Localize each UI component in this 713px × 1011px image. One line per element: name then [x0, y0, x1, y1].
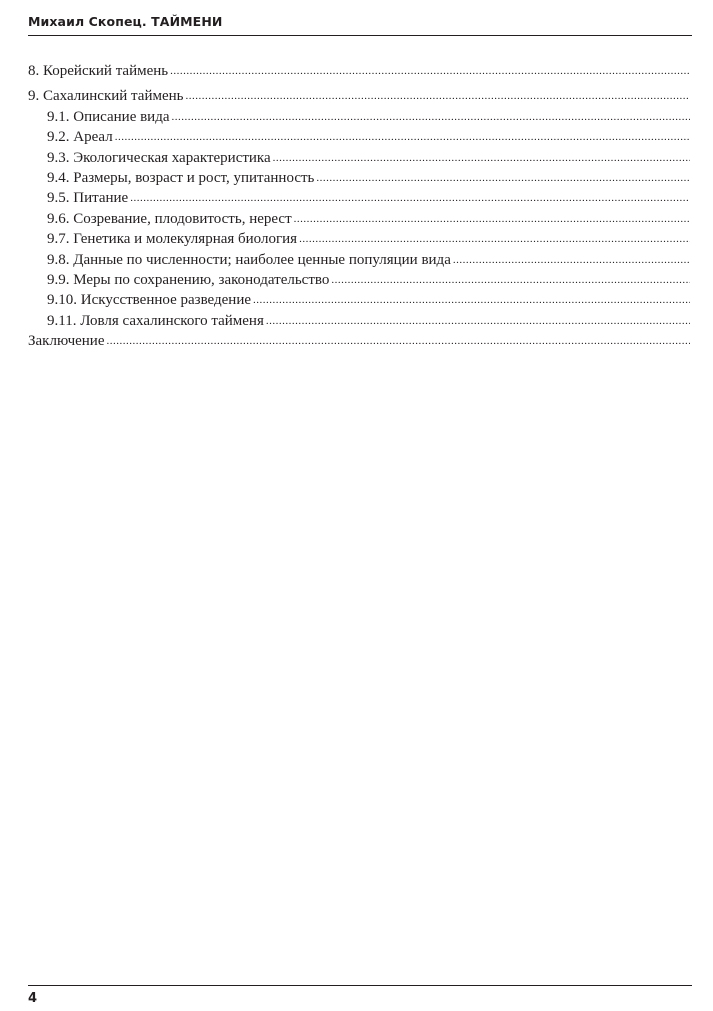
toc-entry-label: 9.11. Ловля сахалинского тайменя — [47, 312, 264, 329]
dot-leader — [253, 290, 690, 310]
toc-entry-label: 9.6. Созревание, плодовитость, нерест — [47, 210, 292, 227]
toc-entry-label: 9. Сахалинский таймень — [28, 88, 184, 105]
toc-entry-range[interactable] — [28, 127, 690, 147]
dot-leader — [107, 331, 691, 351]
toc-entry-label: 9.7. Генетика и молекулярная биология — [47, 231, 298, 248]
toc-entry-label: 8. Корейский таймень — [28, 63, 169, 79]
toc-entry-population-data[interactable] — [28, 250, 690, 270]
toc-entry-label: 9.10. Искусственное разведение — [47, 292, 252, 309]
dot-leader — [266, 311, 690, 331]
toc-entry-label: 9.1. Описание вида — [47, 108, 170, 125]
dot-leader — [172, 107, 691, 127]
toc-entry-label: 9.2. Ареал — [47, 129, 113, 146]
dot-leader — [331, 270, 690, 290]
toc-entry-conservation[interactable] — [28, 270, 690, 290]
toc-entry-label: 9.8. Данные по численности; наиболее ценные популяции вида — [47, 251, 451, 268]
dot-leader — [130, 188, 690, 208]
header-divider — [28, 35, 692, 36]
toc-entry-label: Заключение — [28, 333, 105, 350]
toc-entry-sakhalin-taimen[interactable] — [28, 86, 690, 106]
toc-entry-korean-taimen[interactable] — [28, 61, 690, 81]
toc-entry-size-age-growth[interactable] — [28, 168, 690, 188]
toc-entry-species-description[interactable] — [28, 107, 690, 127]
toc-entry-genetics[interactable] — [28, 229, 690, 249]
toc-entry-label: 9.4. Размеры, возраст и рост, упитанность — [47, 169, 315, 186]
toc-entry-maturation-spawning[interactable] — [28, 209, 690, 229]
dot-leader — [186, 86, 691, 106]
toc-entry-ecology[interactable] — [28, 148, 690, 168]
toc-entry-label: 9.3. Экологическая характеристика — [47, 149, 271, 166]
toc-entry-label: 9.9. Меры по сохранению, законодательство — [47, 271, 330, 288]
page-number: 4 — [28, 991, 38, 1006]
dot-leader — [299, 229, 690, 249]
toc-entry-label: 9.5. Питание — [47, 190, 129, 207]
toc-entry-sakhalin-taimen-fishing[interactable] — [28, 311, 690, 331]
toc-entry-feeding[interactable] — [28, 188, 690, 208]
footer-divider — [28, 985, 692, 986]
dot-leader — [453, 250, 690, 270]
dot-leader — [316, 168, 690, 188]
toc-entry-conclusion[interactable] — [28, 331, 690, 351]
dot-leader — [294, 209, 690, 229]
dot-leader — [115, 127, 690, 147]
table-of-contents — [28, 61, 690, 351]
dot-leader — [273, 148, 690, 168]
running-head: Михаил Скопец. ТАЙМЕНИ — [28, 14, 223, 29]
toc-entry-artificial-breeding[interactable] — [28, 290, 690, 310]
dot-leader — [170, 61, 690, 81]
